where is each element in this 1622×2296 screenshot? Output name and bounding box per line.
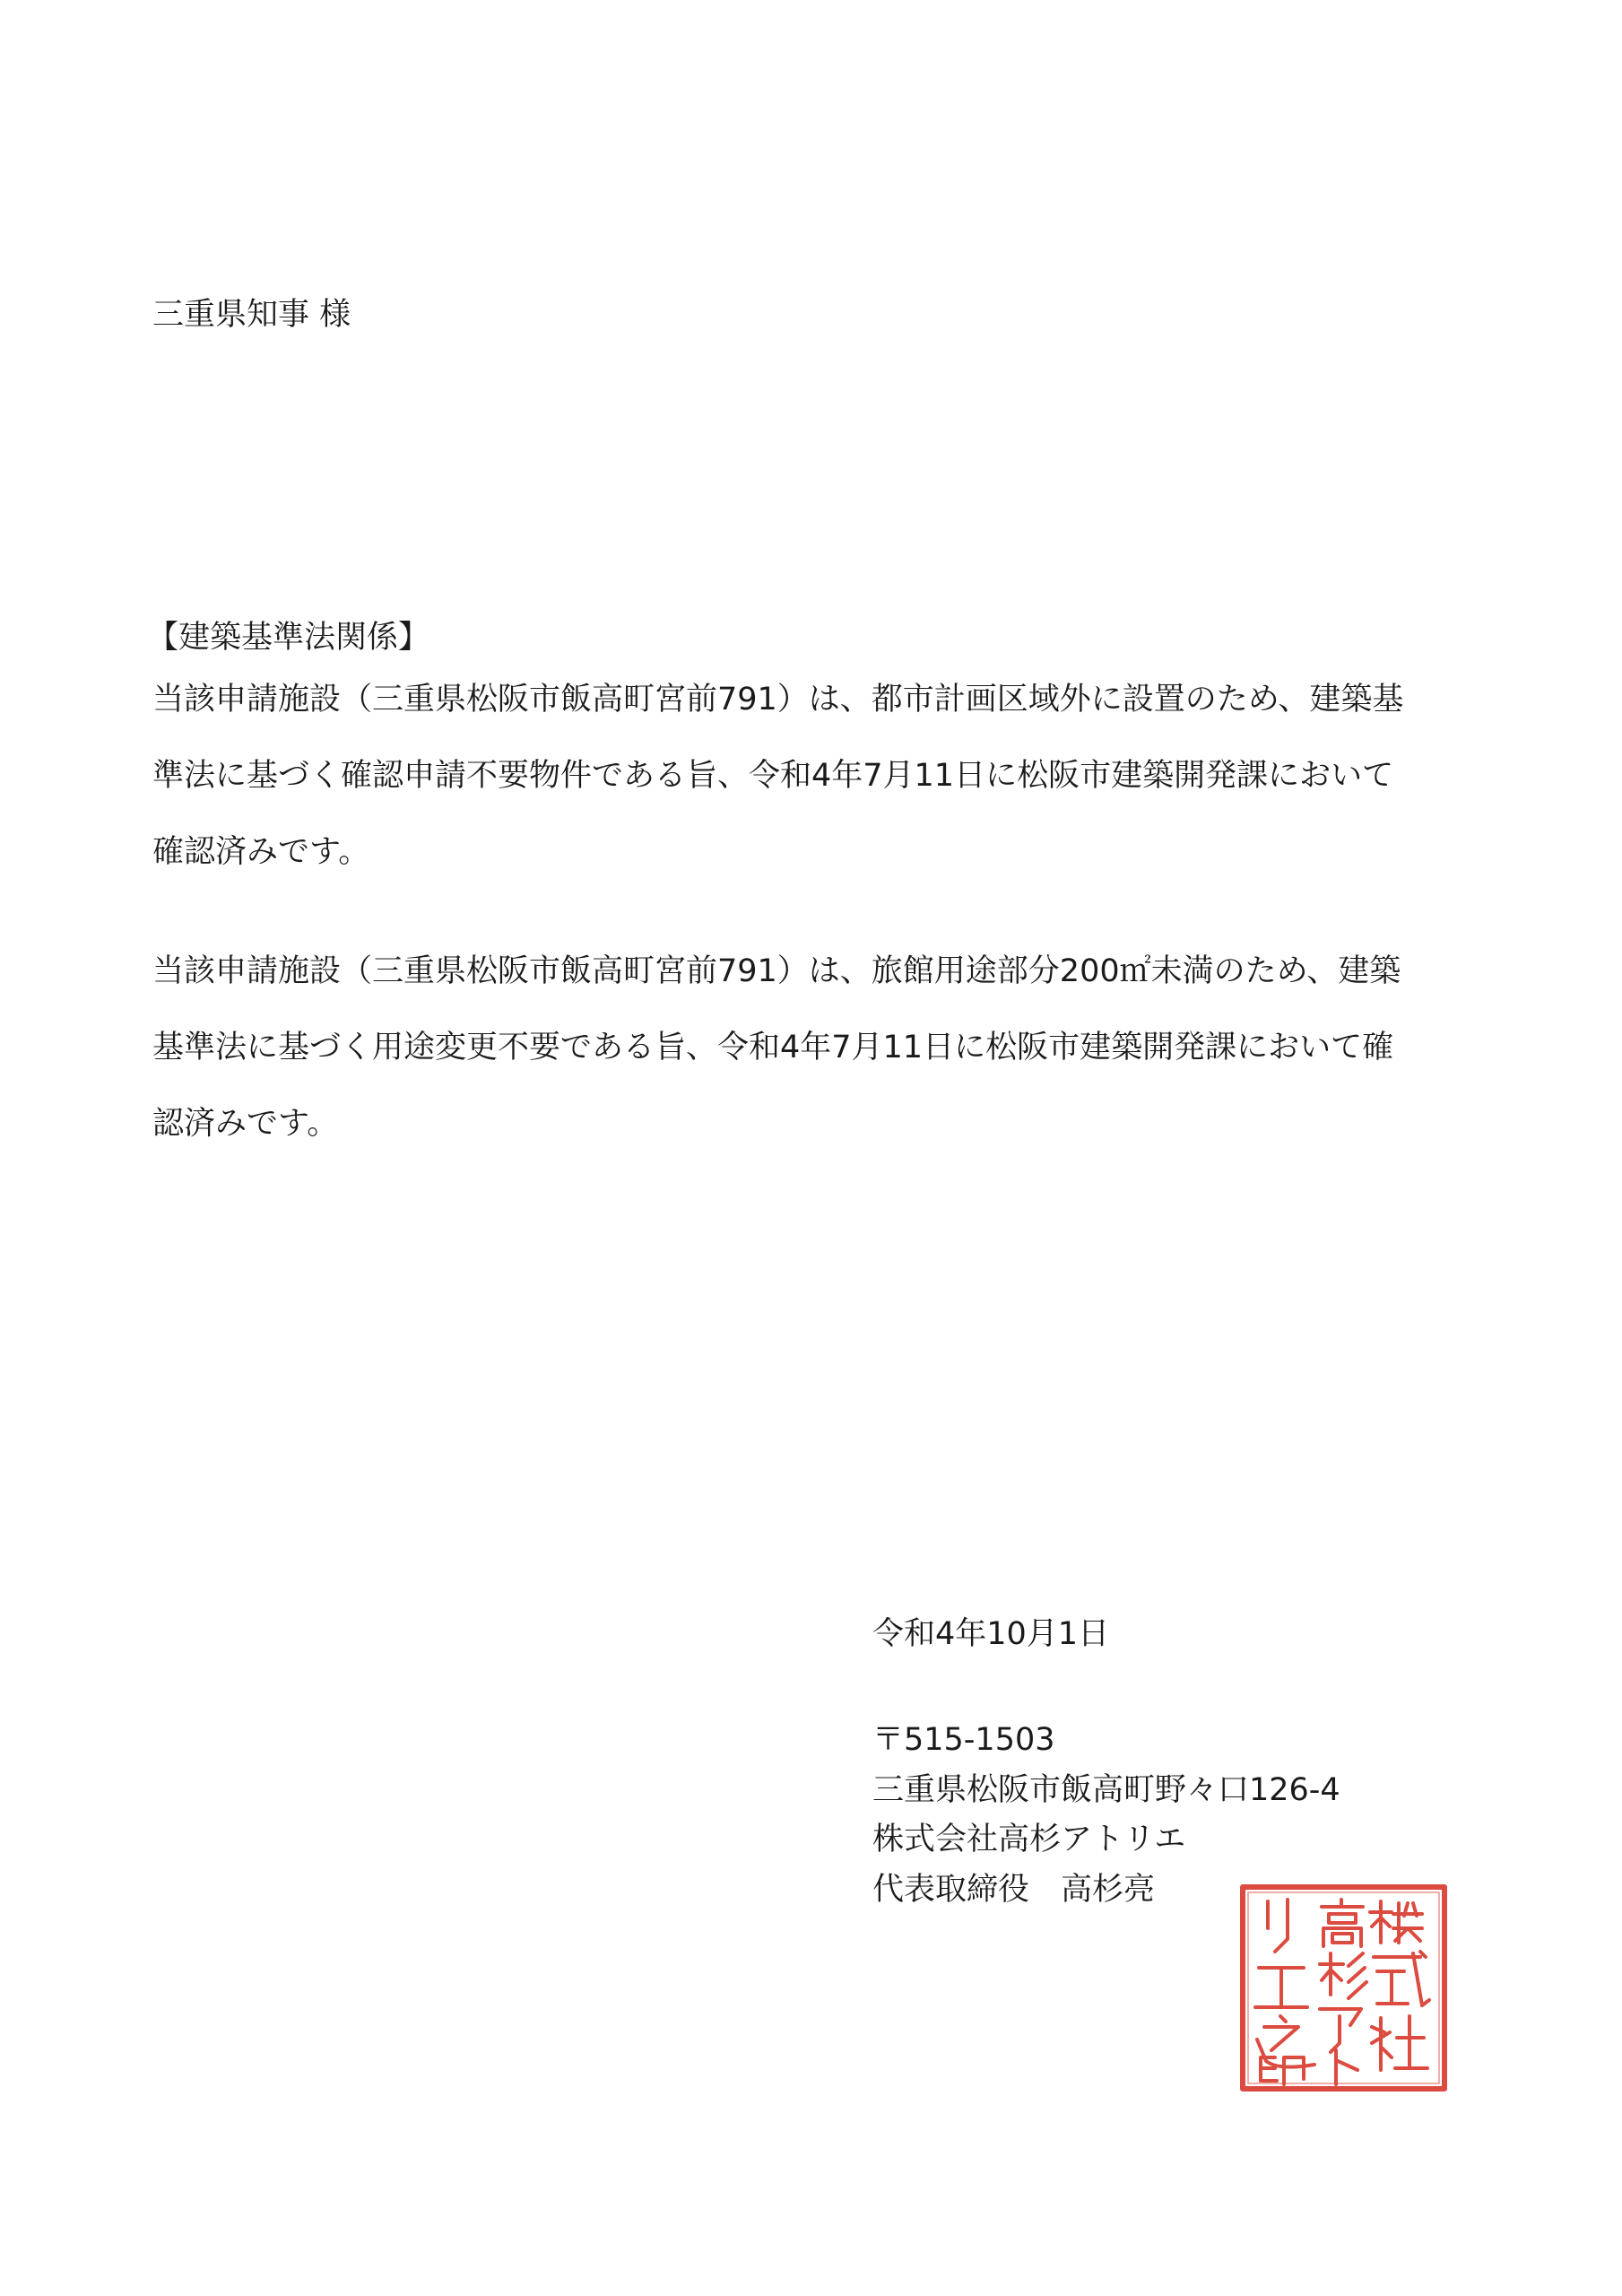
signature-representative: 代表取締役 高杉亮 bbox=[872, 1872, 1156, 1908]
signature-date: 令和4年10月1日 bbox=[872, 1616, 1110, 1652]
paragraph-line: 当該申請施設（三重県松阪市飯高町宮前791）は、旅館用途部分200㎡未満のため、建築 bbox=[152, 953, 1401, 989]
addressee: 三重県知事 様 bbox=[152, 297, 351, 333]
signature-company: 株式会社高杉アトリエ bbox=[872, 1822, 1186, 1857]
paragraph-line: 当該申請施設（三重県松阪市飯高町宮前791）は、都市計画区域外に設置のため、建築基 bbox=[152, 682, 1404, 718]
paragraph-line: 基準法に基づく用途変更不要である旨、令和4年7月11日に松阪市建築開発課において確 bbox=[152, 1030, 1394, 1065]
paragraph-line: 認済みです。 bbox=[152, 1106, 339, 1142]
paragraph-line: 準法に基づく確認申請不要物件である旨、令和4年7月11日に松阪市建築開発課において bbox=[152, 758, 1394, 794]
paragraph-use-change bbox=[152, 955, 1479, 1140]
company-seal-stamp bbox=[1237, 1882, 1450, 2094]
paragraph-line: 確認済みです。 bbox=[152, 834, 370, 870]
signature-address: 三重県松阪市飯高町野々口126-4 bbox=[872, 1772, 1340, 1808]
section-heading: 【建築基準法関係】 bbox=[147, 620, 430, 656]
paragraph-building-confirmation bbox=[152, 683, 1479, 868]
signature-postal-code: 〒515-1503 bbox=[872, 1722, 1055, 1758]
